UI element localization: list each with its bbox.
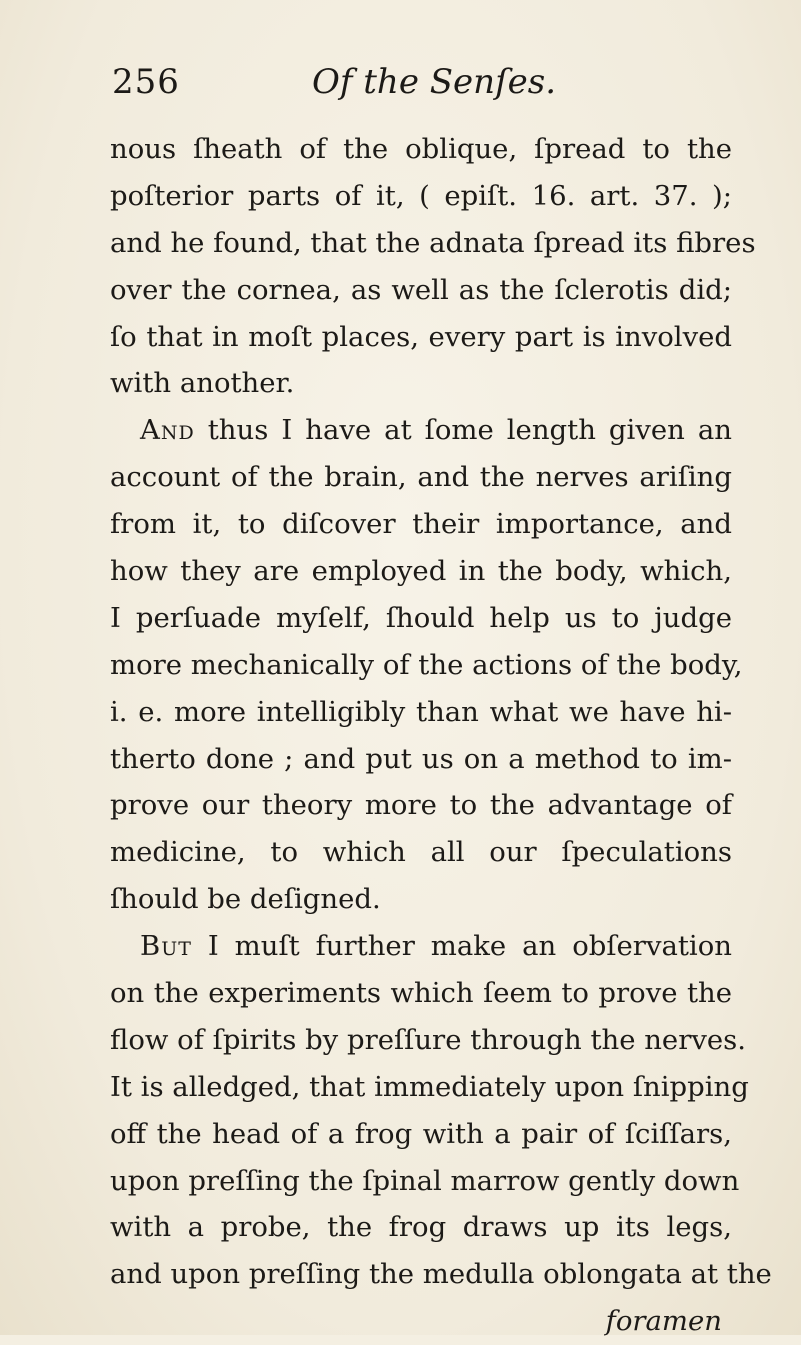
small-caps-lead: But bbox=[140, 930, 192, 963]
text-line: with another. bbox=[110, 367, 295, 400]
text-line: therto done ; and put us on a method to im- bbox=[110, 742, 732, 775]
text-line: from it, to diſcover their importance, and bbox=[110, 508, 732, 541]
text-line: i. e. more intelligibly than what we have hi- bbox=[110, 695, 732, 728]
text-line: upon preſſing the ſpinal marrow gently down bbox=[110, 1164, 740, 1197]
text-line: how they are employed in the body, which, bbox=[110, 555, 732, 588]
text-line: prove our theory more to the advantage of bbox=[110, 789, 732, 822]
text-line: more mechanically of the actions of the body, bbox=[110, 648, 743, 681]
paragraph-start-line bbox=[110, 923, 732, 970]
small-caps-lead: And bbox=[140, 414, 195, 447]
text-line: and upon preſſing the medulla oblongata at the bbox=[110, 1258, 772, 1291]
text-line: ſhould be deſigned. bbox=[110, 883, 381, 916]
page-number: 256 bbox=[112, 62, 180, 102]
text-line: ſo that in moſt places, every part is involved bbox=[110, 320, 732, 353]
body-text bbox=[110, 126, 772, 1345]
catchword: foramen bbox=[605, 1305, 722, 1338]
text-line: flow of ſpirits by preſſure through the nerves. bbox=[110, 1023, 747, 1056]
text-line: medicine, to which all our ſpeculations bbox=[110, 836, 732, 869]
text-line: and he found, that the adnata ſpread its fibres bbox=[110, 226, 756, 259]
text-line: poſterior parts of it, ( epiſt. 16. art. 37. ); bbox=[110, 179, 732, 212]
text-line: off the head of a frog with a pair of ſciſſars, bbox=[110, 1117, 732, 1150]
text-line-rest: I muſt further make an obſervation bbox=[191, 930, 732, 963]
text-line: I perſuade myſelf, ſhould help us to judge bbox=[110, 601, 732, 634]
text-line: over the cornea, as well as the ſclerotis did; bbox=[110, 273, 732, 306]
text-line-rest: thus I have at ſome length given an bbox=[194, 414, 732, 447]
text-line: It is alledged, that immediately upon ſnipping bbox=[110, 1070, 749, 1103]
page-header bbox=[112, 62, 732, 102]
paragraph-start-line bbox=[110, 407, 732, 454]
text-line: on the experiments which ſeem to prove the bbox=[110, 977, 732, 1010]
text-line: nous ſheath of the oblique, ſpread to the bbox=[110, 133, 732, 165]
text-line: account of the brain, and the nerves ariſing bbox=[110, 461, 732, 494]
running-head: Of the Senſes. bbox=[312, 62, 557, 102]
text-line: with a probe, the frog draws up its legs, bbox=[110, 1211, 732, 1244]
